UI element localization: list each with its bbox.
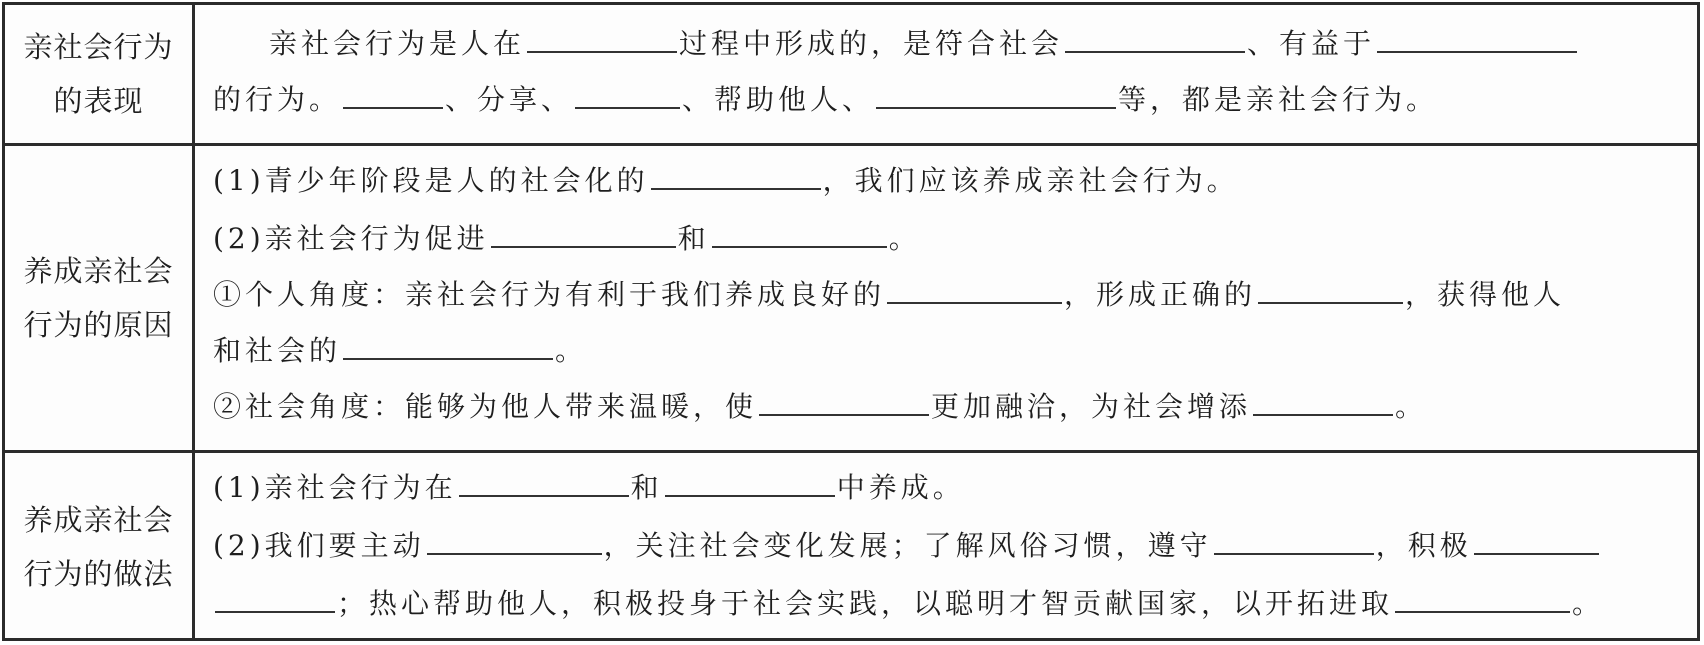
row-content bbox=[195, 453, 1697, 641]
text-segment: (2)我们要主动 bbox=[213, 529, 425, 562]
fill-blank[interactable] bbox=[1258, 274, 1403, 304]
fill-blank[interactable] bbox=[712, 218, 887, 248]
fill-blank[interactable] bbox=[651, 160, 821, 190]
text-segment: ，关注社会变化发展；了解风俗习惯，遵守 bbox=[603, 529, 1212, 562]
fill-blank[interactable] bbox=[1214, 525, 1374, 555]
text-line bbox=[213, 160, 1239, 201]
fill-blank[interactable] bbox=[759, 386, 929, 416]
text-segment: 更加融洽，为社会增添 bbox=[931, 390, 1252, 423]
row-label bbox=[5, 453, 195, 641]
row-label-text: 亲社会行为的表现 bbox=[23, 30, 174, 118]
text-segment: ，我们应该养成亲社会行为。 bbox=[822, 164, 1239, 197]
text-line bbox=[213, 330, 587, 371]
row-methods bbox=[5, 450, 1697, 641]
text-line bbox=[213, 525, 1601, 566]
text-line bbox=[213, 79, 1438, 120]
text-segment: 。 bbox=[888, 222, 921, 255]
text-segment: 的行为。 bbox=[213, 83, 342, 116]
text-segment: (1)亲社会行为在 bbox=[213, 471, 457, 504]
text-line bbox=[213, 386, 1427, 427]
fill-blank[interactable] bbox=[491, 218, 676, 248]
text-segment: (1)青少年阶段是人的社会化的 bbox=[213, 164, 649, 197]
fill-blank[interactable] bbox=[876, 79, 1116, 109]
text-segment: ①个人角度：亲社会行为有利于我们养成良好的 bbox=[213, 278, 886, 311]
text-segment: 、分享、 bbox=[445, 83, 574, 116]
text-segment: 、帮助他人、 bbox=[682, 83, 875, 116]
fill-blank[interactable] bbox=[887, 274, 1062, 304]
text-segment: 亲社会行为是人在 bbox=[269, 27, 526, 60]
text-line bbox=[213, 467, 965, 508]
text-segment: 等，都是亲社会行为。 bbox=[1118, 83, 1439, 116]
fill-blank[interactable] bbox=[343, 79, 443, 109]
row-content bbox=[195, 5, 1697, 143]
fill-blank[interactable] bbox=[215, 583, 335, 613]
text-line bbox=[213, 583, 1604, 624]
text-line bbox=[213, 274, 1565, 315]
row-content bbox=[195, 146, 1697, 450]
text-segment: ，积极 bbox=[1375, 529, 1472, 562]
text-segment: ；热心帮助他人，积极投身于社会实践，以聪明才智贡献国家，以开拓进取 bbox=[337, 587, 1394, 620]
row-manifestation bbox=[5, 5, 1697, 143]
text-segment: 。 bbox=[1395, 390, 1428, 423]
fill-blank[interactable] bbox=[1377, 23, 1577, 53]
fill-blank[interactable] bbox=[665, 467, 835, 497]
text-segment: 和 bbox=[677, 222, 710, 255]
fill-blank[interactable] bbox=[427, 525, 602, 555]
text-segment: 、有益于 bbox=[1247, 27, 1376, 60]
fill-blank[interactable] bbox=[575, 79, 680, 109]
row-label-text: 养成亲社会行为的原因 bbox=[23, 254, 174, 342]
text-segment: ，形成正确的 bbox=[1064, 278, 1257, 311]
row-label bbox=[5, 5, 195, 143]
row-reasons bbox=[5, 143, 1697, 450]
text-segment: 和 bbox=[630, 471, 663, 504]
row-label-text: 养成亲社会行为的做法 bbox=[23, 503, 174, 591]
fill-blank[interactable] bbox=[1253, 386, 1393, 416]
text-segment: 。 bbox=[555, 334, 588, 367]
fill-blank[interactable] bbox=[527, 23, 677, 53]
fill-blank[interactable] bbox=[1395, 583, 1570, 613]
text-segment: 。 bbox=[1572, 587, 1605, 620]
fill-blank[interactable] bbox=[459, 467, 629, 497]
text-segment: ，获得他人 bbox=[1405, 278, 1566, 311]
fill-blank[interactable] bbox=[343, 330, 553, 360]
text-line bbox=[213, 218, 921, 259]
text-line bbox=[269, 23, 1579, 64]
text-segment: 和社会的 bbox=[213, 334, 342, 367]
fill-blank[interactable] bbox=[1474, 525, 1599, 555]
text-segment: 过程中形成的，是符合社会 bbox=[679, 27, 1064, 60]
text-segment: (2)亲社会行为促进 bbox=[213, 222, 489, 255]
fill-blank[interactable] bbox=[1065, 23, 1245, 53]
text-segment: ②社会角度：能够为他人带来温暖，使 bbox=[213, 390, 758, 423]
worksheet-table bbox=[2, 2, 1700, 641]
row-label bbox=[5, 146, 195, 450]
text-segment: 中养成。 bbox=[836, 471, 965, 504]
